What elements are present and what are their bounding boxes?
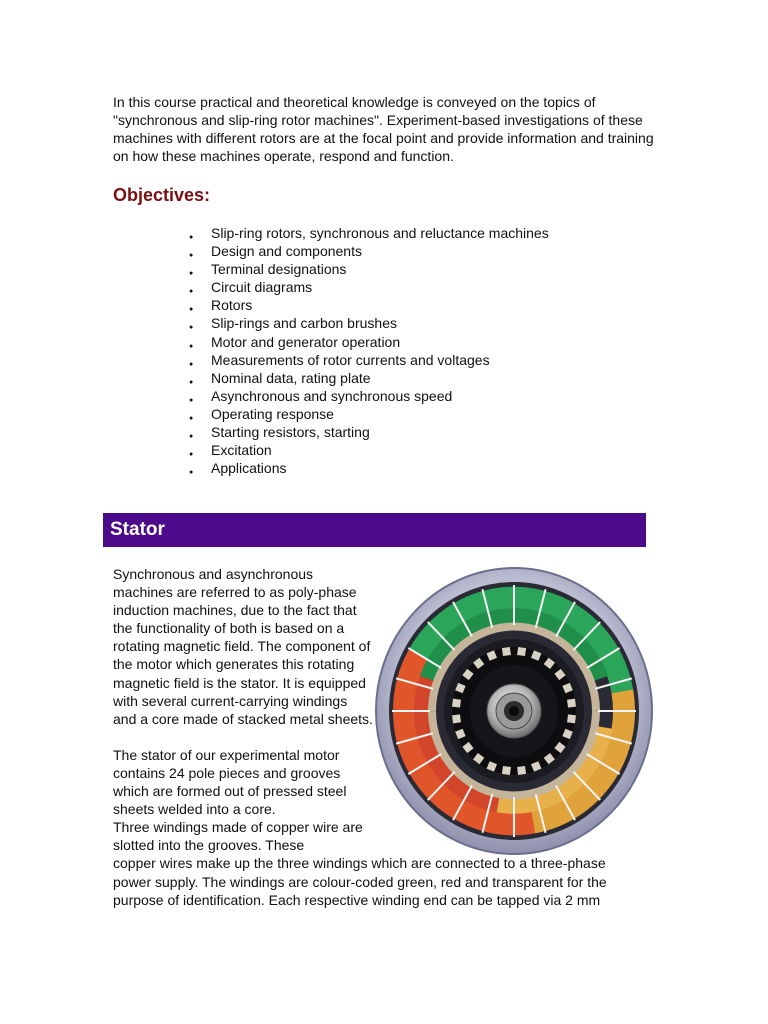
bullet-icon: ● (189, 234, 194, 241)
stator-section-bar (103, 513, 646, 547)
bullet-icon: ● (189, 252, 194, 260)
objectives-list (189, 224, 549, 477)
bullet-icon: ● (189, 360, 194, 368)
pole-tooth (502, 766, 511, 775)
objective-text: Slip-ring rotors, synchronous and reluctance machines (211, 225, 549, 241)
objective-text: Rotors (211, 297, 253, 314)
stator-paragraph-1: Synchronous and asynchronous machines are referred to as poly-phase induction machines, due to the fact that the functionality of both is based on a rotating magnetic field. The component of the motor which generates this rotating magnetic field is the stator. It is equipped with several current-carrying windings and a core made of stacked metal sheets. (113, 566, 373, 727)
objective-text: Motor and generator operation (211, 333, 401, 350)
bullet-icon: ● (189, 451, 194, 459)
intro-paragraph: In this course practical and theoretical knowledge is conveyed on the topics of "synchronous and slip-ring rotor machines". Experiment-based investigations of these machines with different rotors are at the focal point and provide information and training on how these machines operate, respond and function. (113, 94, 654, 164)
pole-tooth (567, 714, 576, 723)
stator-paragraph-2b: Three windings made of copper wire are slotted into the grooves. These (113, 819, 363, 854)
objective-text: Asynchronous and synchronous speed (211, 387, 453, 404)
bullet-icon: ● (189, 288, 194, 296)
objective-item (189, 296, 549, 314)
objectives-heading: Objectives: (113, 185, 211, 205)
pole-tooth (517, 647, 526, 656)
stator-paragraph-2c: copper wires make up the three windings which are connected to a three-phase power supply. The windings are colour-coded green, red and transparent for the purpose of identification. Each respective winding end can be tapped via 2 mm (113, 855, 607, 908)
bullet-icon: ● (189, 378, 194, 386)
pole-tooth (452, 699, 461, 708)
objective-text: Nominal data, rating plate (211, 369, 371, 386)
pole-tooth (502, 647, 511, 656)
bullet-icon: ● (189, 469, 194, 477)
bullet-icon: ● (189, 414, 194, 422)
objective-text: Design and components (211, 243, 362, 260)
bullet-icon: ● (189, 433, 194, 441)
objective-item (189, 387, 549, 405)
objective-item (189, 260, 549, 278)
pole-tooth (452, 714, 461, 723)
objective-item (189, 459, 549, 477)
pole-tooth (517, 766, 526, 775)
objective-text: Excitation (211, 442, 272, 459)
bullet-icon: ● (189, 306, 194, 314)
objective-item (189, 333, 549, 351)
pole-tooth (567, 699, 576, 708)
objective-item (189, 278, 549, 296)
objective-item (189, 314, 549, 332)
objective-item (189, 224, 549, 242)
objective-text: Circuit diagrams (211, 279, 313, 296)
objective-item (189, 242, 549, 260)
objective-text: Starting resistors, starting (211, 424, 370, 441)
bullet-icon: ● (189, 342, 194, 350)
objective-item (189, 351, 549, 369)
objective-item (189, 441, 549, 459)
bullet-icon: ● (189, 396, 194, 404)
objective-text: Measurements of rotor currents and voltages (211, 351, 490, 368)
objective-text: Operating response (211, 405, 334, 422)
objective-item (189, 369, 549, 387)
stator-photo (369, 565, 659, 865)
objective-item (189, 423, 549, 441)
stator-paragraph-2a: The stator of our experimental motor contains 24 pole pieces and grooves which are formed out of pressed steel sheets welded into a core. (113, 746, 347, 818)
objective-text: Slip-rings and carbon brushes (211, 315, 397, 332)
stator-heading: Stator (110, 519, 165, 540)
bullet-icon: ● (189, 324, 194, 332)
objective-item (189, 405, 549, 423)
objective-text: Applications (211, 460, 287, 477)
objective-text: Terminal designations (211, 261, 347, 278)
bullet-icon: ● (189, 270, 194, 278)
